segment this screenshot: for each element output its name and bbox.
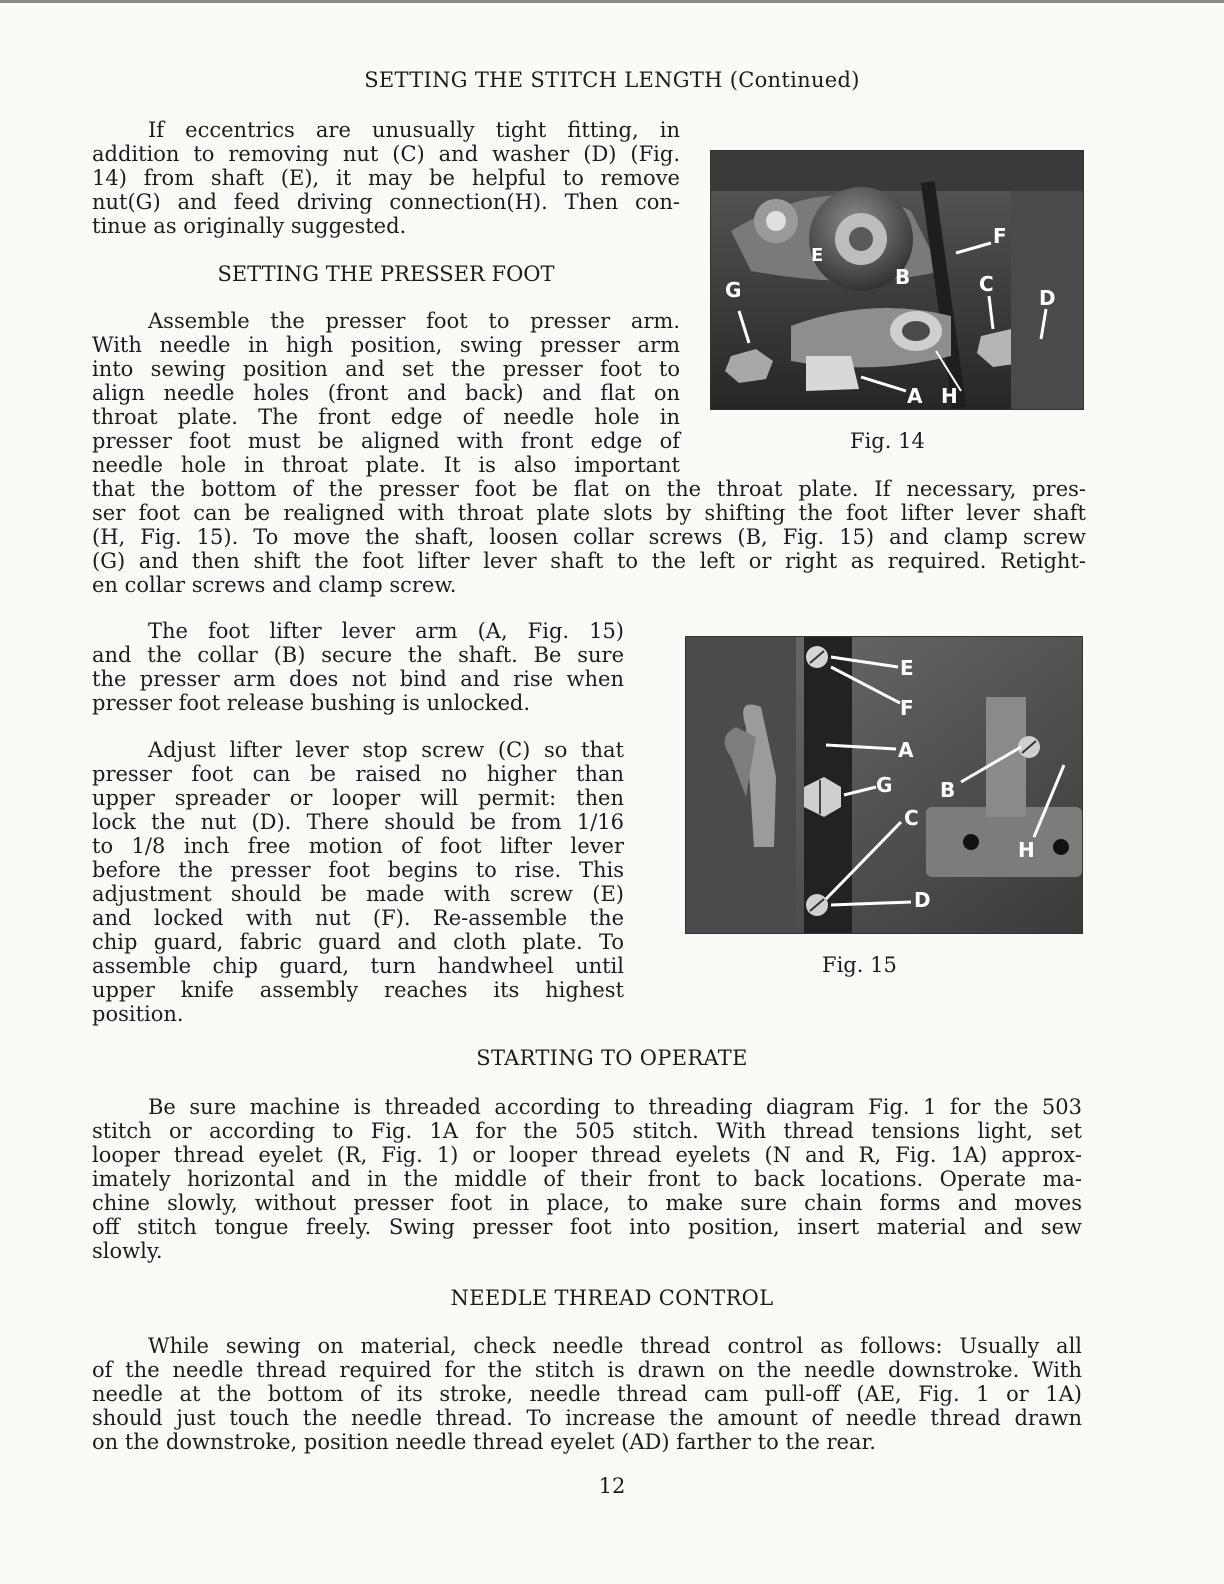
text-line: position. — [92, 1002, 184, 1026]
text-line: The foot lifter lever arm (A, Fig. 15) — [148, 619, 624, 643]
paragraph-eccentrics — [92, 118, 680, 238]
text-line: needle hole in throat plate. It is also important — [92, 453, 680, 477]
section-heading-needle-thread: NEEDLE THREAD CONTROL — [450, 1286, 774, 1310]
text-line: (H, Fig. 15). To move the shaft, loosen collar screws (B, Fig. 15) and clamp screw — [92, 525, 1086, 549]
fig14-label-d: D — [1039, 286, 1056, 310]
text-line: and the collar (B) secure the shaft. Be sure — [92, 643, 624, 667]
figure-14-photo — [710, 150, 1084, 410]
text-line: (G) and then shift the foot lifter lever shaft to the left or right as required. Retight- — [92, 549, 1086, 573]
text-line: slowly. — [92, 1239, 163, 1263]
text-line: adjustment should be made with screw (E) — [92, 882, 624, 906]
fig15-label-d: D — [914, 888, 931, 912]
text-line: throat plate. The front edge of needle hole in — [92, 405, 680, 429]
fig14-label-g: G — [725, 278, 742, 302]
text-line: should just touch the needle thread. To increase the amount of needle thread drawn — [92, 1406, 1082, 1430]
text-line: align needle holes (front and back) and flat on — [92, 381, 680, 405]
text-line: presser foot can be raised no higher than — [92, 762, 624, 786]
paragraph-lifter-stop — [92, 738, 624, 1026]
text-line: chip guard, fabric guard and cloth plate. To — [92, 930, 624, 954]
figure-14-caption: Fig. 14 — [850, 429, 925, 453]
fig14-label-b: B — [895, 265, 911, 289]
fig14-label-e: E — [811, 245, 824, 266]
fig15-label-a: A — [898, 738, 914, 762]
text-line: assemble chip guard, turn handwheel until — [92, 954, 624, 978]
page-title: SETTING THE STITCH LENGTH (Continued) — [364, 68, 860, 92]
text-line: on the downstroke, position needle thread eyelet (AD) farther to the rear. — [92, 1430, 876, 1454]
fig14-label-h: H — [941, 384, 958, 408]
fig14-label-a: A — [907, 384, 923, 408]
text-line: imately horizontal and in the middle of their front to back locations. Operate ma- — [92, 1167, 1082, 1191]
text-line: off stitch tongue freely. Swing presser foot into position, insert material and sew — [92, 1215, 1082, 1239]
figure-15-photo — [685, 636, 1083, 934]
section-heading-presser-foot: SETTING THE PRESSER FOOT — [217, 262, 555, 286]
text-line: looper thread eyelet (R, Fig. 1) or looper thread eyelets (N and R, Fig. 1A) approx- — [92, 1143, 1082, 1167]
text-line: While sewing on material, check needle thread control as follows: Usually all — [148, 1334, 1082, 1358]
page-number: 12 — [598, 1474, 626, 1498]
text-line: upper knife assembly reaches its highest — [92, 978, 624, 1002]
fig15-label-f: F — [900, 696, 914, 720]
fig15-label-e: E — [900, 656, 914, 680]
text-line: chine slowly, without presser foot in place, to make sure chain forms and moves — [92, 1191, 1082, 1215]
text-line: into sewing position and set the presser foot to — [92, 357, 680, 381]
text-line: needle at the bottom of its stroke, needle thread cam pull-off (AE, Fig. 1 or 1A) — [92, 1382, 1082, 1406]
text-line: of the needle thread required for the stitch is drawn on the needle downstroke. With — [92, 1358, 1082, 1382]
text-line: Assemble the presser foot to presser arm. — [148, 309, 680, 333]
text-line: With needle in high position, swing presser arm — [92, 333, 680, 357]
text-line: lock the nut (D). There should be from 1/16 — [92, 810, 624, 834]
text-line: ser foot can be realigned with throat plate slots by shifting the foot lifter lever shaft — [92, 501, 1086, 525]
text-line: that the bottom of the presser foot be flat on the throat plate. If necessary, pres- — [92, 477, 1086, 501]
paragraph-foot-lifter — [92, 619, 624, 715]
paragraph-presser-foot-continued — [92, 477, 1086, 597]
text-line: the presser arm does not bind and rise when — [92, 667, 624, 691]
figure-15-caption: Fig. 15 — [822, 953, 897, 977]
fig15-label-h: H — [1018, 838, 1035, 862]
fig14-label-f: F — [993, 224, 1007, 248]
paragraph-starting-to-operate — [92, 1095, 1082, 1263]
text-line: en collar screws and clamp screw. — [92, 573, 457, 597]
text-line: 14) from shaft (E), it may be helpful to remove — [92, 166, 680, 190]
section-heading-starting: STARTING TO OPERATE — [476, 1046, 748, 1070]
text-line: nut(G) and feed driving connection(H). Then con- — [92, 190, 680, 214]
text-line: upper spreader or looper will permit: then — [92, 786, 624, 810]
paragraph-presser-foot — [92, 309, 680, 477]
text-line: addition to removing nut (C) and washer (D) (Fig. — [92, 142, 680, 166]
figure-14-illustration — [711, 151, 1083, 409]
text-line: tinue as originally suggested. — [92, 214, 407, 238]
text-line: presser foot must be aligned with front edge of — [92, 429, 680, 453]
fig14-label-c: C — [979, 272, 994, 296]
text-line: to 1/8 inch free motion of foot lifter lever — [92, 834, 624, 858]
text-line: and locked with nut (F). Re-assemble the — [92, 906, 624, 930]
text-line: Adjust lifter lever stop screw (C) so that — [148, 738, 624, 762]
text-line: If eccentrics are unusually tight fitting, in — [148, 118, 680, 142]
fig15-label-g: G — [876, 773, 893, 797]
figure-15-illustration — [686, 637, 1082, 933]
fig15-label-c: C — [904, 806, 919, 830]
text-line: before the presser foot begins to rise. This — [92, 858, 624, 882]
text-line: stitch or according to Fig. 1A for the 505 stitch. With thread tensions light, set — [92, 1119, 1082, 1143]
text-line: Be sure machine is threaded according to threading diagram Fig. 1 for the 503 — [148, 1095, 1082, 1119]
text-line: presser foot release bushing is unlocked. — [92, 691, 531, 715]
top-rule — [0, 0, 1224, 3]
fig15-label-b: B — [940, 778, 956, 802]
paragraph-needle-thread-control — [92, 1334, 1082, 1454]
